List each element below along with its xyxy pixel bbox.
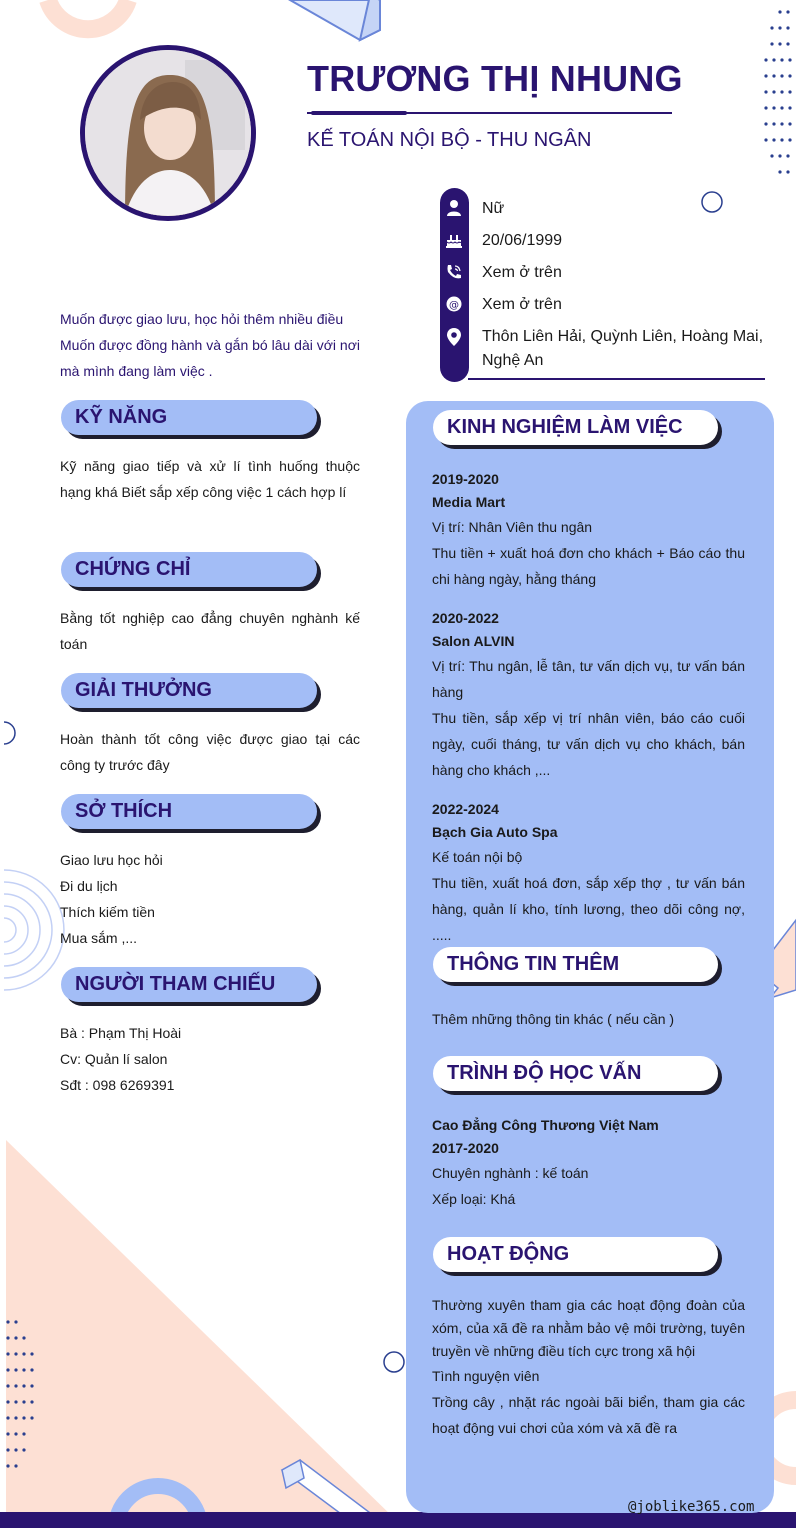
section-header-skills <box>61 400 317 435</box>
certificates-text: Bằng tốt nghiệp cao đẳng chuyên nghành kế toán <box>60 610 360 652</box>
job-position: Vị trí: Nhân Viên thu ngân <box>432 519 593 535</box>
job-period: 2019-2020 <box>432 471 499 487</box>
list-item: Đi du lịch <box>60 878 118 894</box>
references-list <box>60 1020 360 1098</box>
job-position: Kế toán nội bộ <box>432 849 523 865</box>
activities-list <box>432 1294 745 1441</box>
section-header-activities <box>433 1237 718 1272</box>
list-item: Mua sắm ,... <box>60 930 138 946</box>
job-description: Thu tiền, sắp xếp vị trí nhân viên, báo cáo cuối ngày, cuối tháng, tư vấn dịch vụ cho khách, bán hàng cho khách ,... <box>432 710 745 778</box>
awards-text: Hoàn thành tốt công việc được giao tại các công ty trước đây <box>60 731 360 773</box>
section-title: KINH NGHIỆM LÀM VIỆC <box>447 416 683 438</box>
candidate-name: TRƯƠNG THỊ NHUNG <box>307 58 683 99</box>
job-title: KẾ TOÁN NỘI BỘ - THU NGÂN <box>307 129 592 151</box>
section-header-experience <box>433 410 718 445</box>
svg-text:@: @ <box>449 300 459 311</box>
job-company: Media Mart <box>432 494 506 510</box>
email-icon <box>444 294 464 314</box>
name-underline-accent <box>311 111 407 115</box>
additional-info-text: Thêm những thông tin khác ( nếu cần ) <box>432 1011 675 1027</box>
education-details <box>432 1114 745 1212</box>
list-item: Bà : Phạm Thị Hoài <box>60 1025 182 1041</box>
section-header-awards <box>61 673 317 708</box>
section-header-certificates <box>61 552 317 587</box>
job-company: Salon ALVIN <box>432 633 515 649</box>
skills-text: Kỹ năng giao tiếp và xử lí tình huống thuộc hạng khá Biết sắp xếp công việc 1 cách hợp lí <box>60 458 360 500</box>
job-position: Vị trí: Thu ngân, lễ tân, tư vấn dịch vụ, tư vấn bán hàng <box>432 658 745 700</box>
section-title: HOẠT ĐỘNG <box>447 1243 570 1265</box>
list-item: Trồng cây , nhặt rác ngoài bãi biển, tham gia các hoạt động vui chơi của xóm và xã đề ra <box>432 1394 745 1436</box>
education-period: 2017-2020 <box>432 1140 499 1156</box>
list-item: Tình nguyện viên <box>432 1368 540 1384</box>
job-company: Bạch Gia Auto Spa <box>432 824 558 840</box>
list-item: Thường xuyên tham gia các hoạt động đoàn của xóm, của xã đề ra nhằm bảo vệ môi trường, tuyên truyền về những điều tích cực trong xã hội <box>432 1297 745 1359</box>
job-period: 2020-2022 <box>432 610 499 626</box>
education-grade: Xếp loại: Khá <box>432 1191 516 1207</box>
education-school: Cao Đẳng Công Thương Việt Nam <box>432 1117 659 1133</box>
phone-icon <box>444 262 464 282</box>
list-item: Sđt : 098 6269391 <box>60 1077 175 1093</box>
contact-underline <box>468 378 765 380</box>
birthday-cake-icon <box>444 230 464 250</box>
list-item: Thích kiếm tiền <box>60 904 155 920</box>
contact-email: Xem ở trên <box>482 296 562 313</box>
section-title: KỸ NĂNG <box>75 406 168 428</box>
section-header-additional-info <box>433 947 718 982</box>
section-title: CHỨNG CHỈ <box>75 558 191 580</box>
profile-photo <box>80 45 256 221</box>
job-description: Thu tiền, xuất hoá đơn, sắp xếp thợ , tư vấn bán hàng, quản lí kho, tính lương, theo dõi công nợ, ..... <box>432 875 745 943</box>
education-major: Chuyên nghành : kế toán <box>432 1165 589 1181</box>
user-icon <box>444 198 464 218</box>
job-period: 2022-2024 <box>432 801 499 817</box>
contact-gender: Nữ <box>482 200 505 217</box>
list-item: Cv: Quản lí salon <box>60 1051 168 1067</box>
list-item: Giao lưu học hỏi <box>60 852 163 868</box>
location-pin-icon <box>444 327 464 347</box>
job-description: Thu tiền + xuất hoá đơn cho khách + Báo cáo thu chi hàng ngày, hằng tháng <box>432 545 745 587</box>
contact-address: Thôn Liên Hải, Quỳnh Liên, Hoàng Mai, Nghệ An <box>482 328 764 369</box>
section-header-references <box>61 967 317 1002</box>
watermark: @joblike365.com <box>628 1499 755 1515</box>
experience-job <box>432 607 745 783</box>
section-title: NGƯỜI THAM CHIẾU <box>75 973 276 995</box>
contact-phone: Xem ở trên <box>482 264 562 281</box>
career-objective: Muốn được giao lưu, học hỏi thêm nhiều điều Muốn được đồng hành và gắn bó lâu dài với nơi mà mình đang làm việc . <box>60 311 360 379</box>
section-title: SỞ THÍCH <box>75 800 173 822</box>
experience-job <box>432 798 745 948</box>
experience-job <box>432 468 745 592</box>
section-title: TRÌNH ĐỘ HỌC VẤN <box>447 1062 642 1084</box>
avatar-illustration <box>85 50 251 216</box>
contact-birthday: 20/06/1999 <box>482 232 563 249</box>
section-title: GIẢI THƯỞNG <box>75 679 212 701</box>
section-title: THÔNG TIN THÊM <box>447 953 620 975</box>
hobbies-list <box>60 847 360 951</box>
section-header-hobbies <box>61 794 317 829</box>
section-header-education <box>433 1056 718 1091</box>
